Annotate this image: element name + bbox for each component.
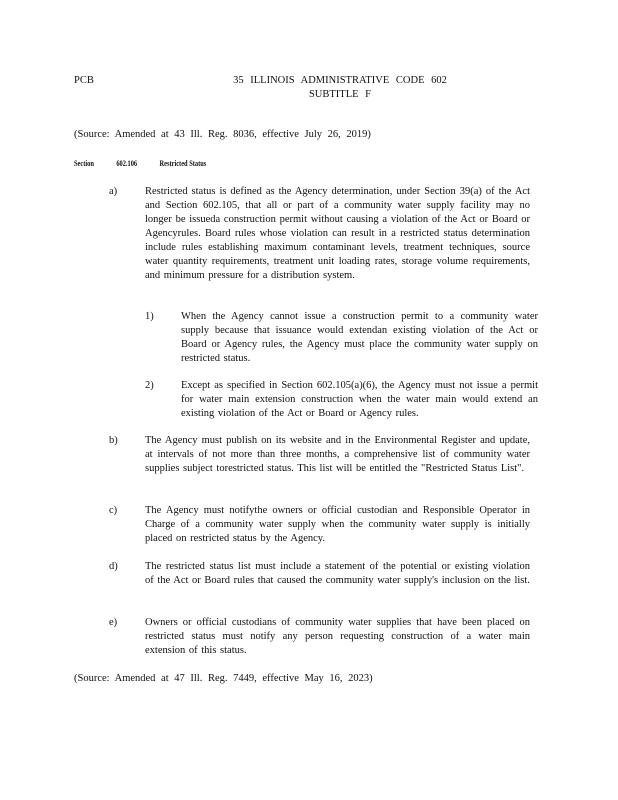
paragraph-a-label: a) (109, 186, 118, 197)
header-subtitle-line: SUBTITLE F (308, 89, 372, 100)
paragraph-d-label: d) (109, 561, 118, 572)
paragraph-a-text: Restricted status is defined as the Agency determination, under Section 39(a) of the Act and Section 602.105, that all or part of a community water supply facility may no longer be issueda construction permit without causing a violation of the Act or Board or Agencyrules. Board rules whose violation can result in a restricted status determination include rules establishing maximum contaminant levels, treatment techniques, source water quantity requirements, treatment unit loading rates, storage volume requirements, and minimum pressure for a distribution system. (145, 186, 530, 281)
paragraph-c-text: The Agency must notifythe owners or official custodian and Responsible Operator in Charge of a community water supply when the community water supply is initially placed on restricted status by the Agency. (145, 505, 530, 544)
section-heading (74, 157, 227, 171)
paragraph-a2-text: Except as specified in Section 602.105(a)(6), the Agency must not issue a permit for water main extension construction when the water main would extend an existing violation of the Act or Board or Agency rules. (181, 380, 538, 419)
header-title (150, 74, 530, 102)
section-title: Restricted Status (159, 159, 207, 168)
paragraph-a1-label: 1) (145, 311, 154, 322)
source-note-bottom: (Source: Amended at 47 Ill. Reg. 7449, effective May 16, 2023) (74, 673, 373, 684)
paragraph-d-text: The restricted status list must include a statement of the potential or existing violation of the Act or Board rules that caused the community water supply's inclusion on the list. (145, 561, 530, 586)
paragraph-e-text: Owners or official custodians of community water supplies that have been placed on restricted status must notify any person requesting construction of a water main extension of this status. (145, 617, 530, 656)
paragraph-b-text: The Agency must publish on its website and in the Environmental Register and update, at intervals of not more than three months, a comprehensive list of community water supplies subject torestricted status. This list will be entitled the "Restricted Status List". (145, 435, 530, 474)
section-number: 602.106 (116, 159, 138, 168)
paragraph-e-label: e) (109, 617, 118, 628)
paragraph-a2-label: 2) (145, 380, 154, 391)
paragraph-a1-text: When the Agency cannot issue a construction permit to a community water supply because that issuance would extendan existing violation of the Act or Board or Agency rules, the Agency must place the community water supply on restricted status. (181, 311, 538, 364)
paragraph-b-label: b) (109, 435, 118, 446)
paragraph-c-label: c) (109, 505, 118, 516)
section-label: Section (74, 159, 94, 168)
source-note-top: (Source: Amended at 43 Ill. Reg. 8036, effective July 26, 2019) (74, 129, 371, 140)
header-code-line: 35 ILLINOIS ADMINISTRATIVE CODE 602 (233, 75, 447, 86)
header-agency: PCB (74, 75, 94, 86)
